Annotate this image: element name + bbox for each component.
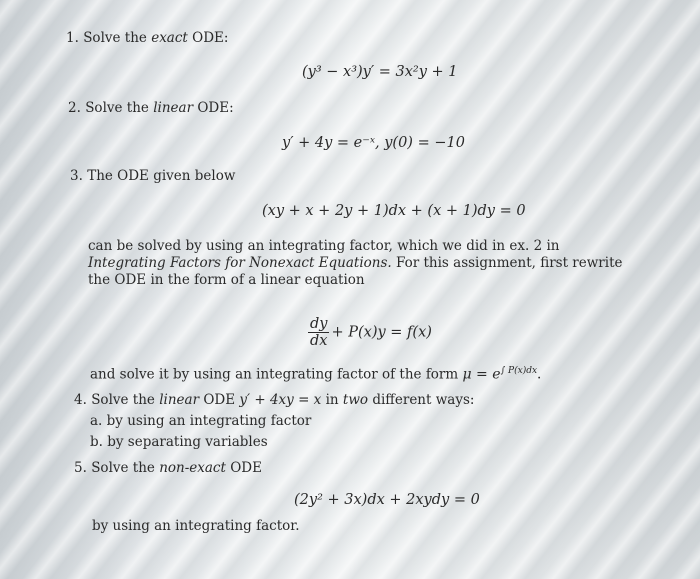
linear-form-equation: $\frac{dy}{dx}$ + P(x)y = f(x) [310, 316, 432, 349]
problem-3-paragraph: can be solved by using an integrating factor, which we did in ex. 2 in Integrating Factors for Nonexact Equations. For this assignment, first rewrite the ODE in the form of a linear equation [88, 238, 623, 288]
problem-5-closing: by using an integrating factor. [92, 518, 300, 534]
problem-3-heading: 3. The ODE given below [70, 168, 236, 184]
problem-2-heading: 2. Solve the linear ODE: [68, 100, 234, 116]
problem-4-part-a: a. by using an integrating factor [90, 413, 312, 429]
problem-2-equation: y′ + 4y = e⁻ˣ, y(0) = −10 [282, 135, 465, 151]
problem-3-equation: (xy + x + 2y + 1)dx + (x + 1)dy = 0 [262, 203, 526, 219]
problem-4-part-b: b. by separating variables [90, 434, 268, 450]
problem-4-heading: 4. Solve the linear ODE y′ + 4xy = x in two different ways: [74, 392, 475, 408]
problem-1-heading: 1. Solve the exact ODE: [66, 30, 229, 46]
problem-5-heading: 5. Solve the non-exact ODE [74, 460, 262, 476]
problem-5-equation: (2y² + 3x)dx + 2xydy = 0 [294, 492, 480, 508]
problem-3-solve-text: and solve it by using an integrating factor of the form $\mu = e^{\int P(x)dx}$. [90, 366, 542, 383]
dy-dx-fraction: $\frac{dy}{dx}$ [310, 316, 328, 349]
problem-1-equation: (y³ − x³)y′ = 3x²y + 1 [302, 64, 458, 80]
